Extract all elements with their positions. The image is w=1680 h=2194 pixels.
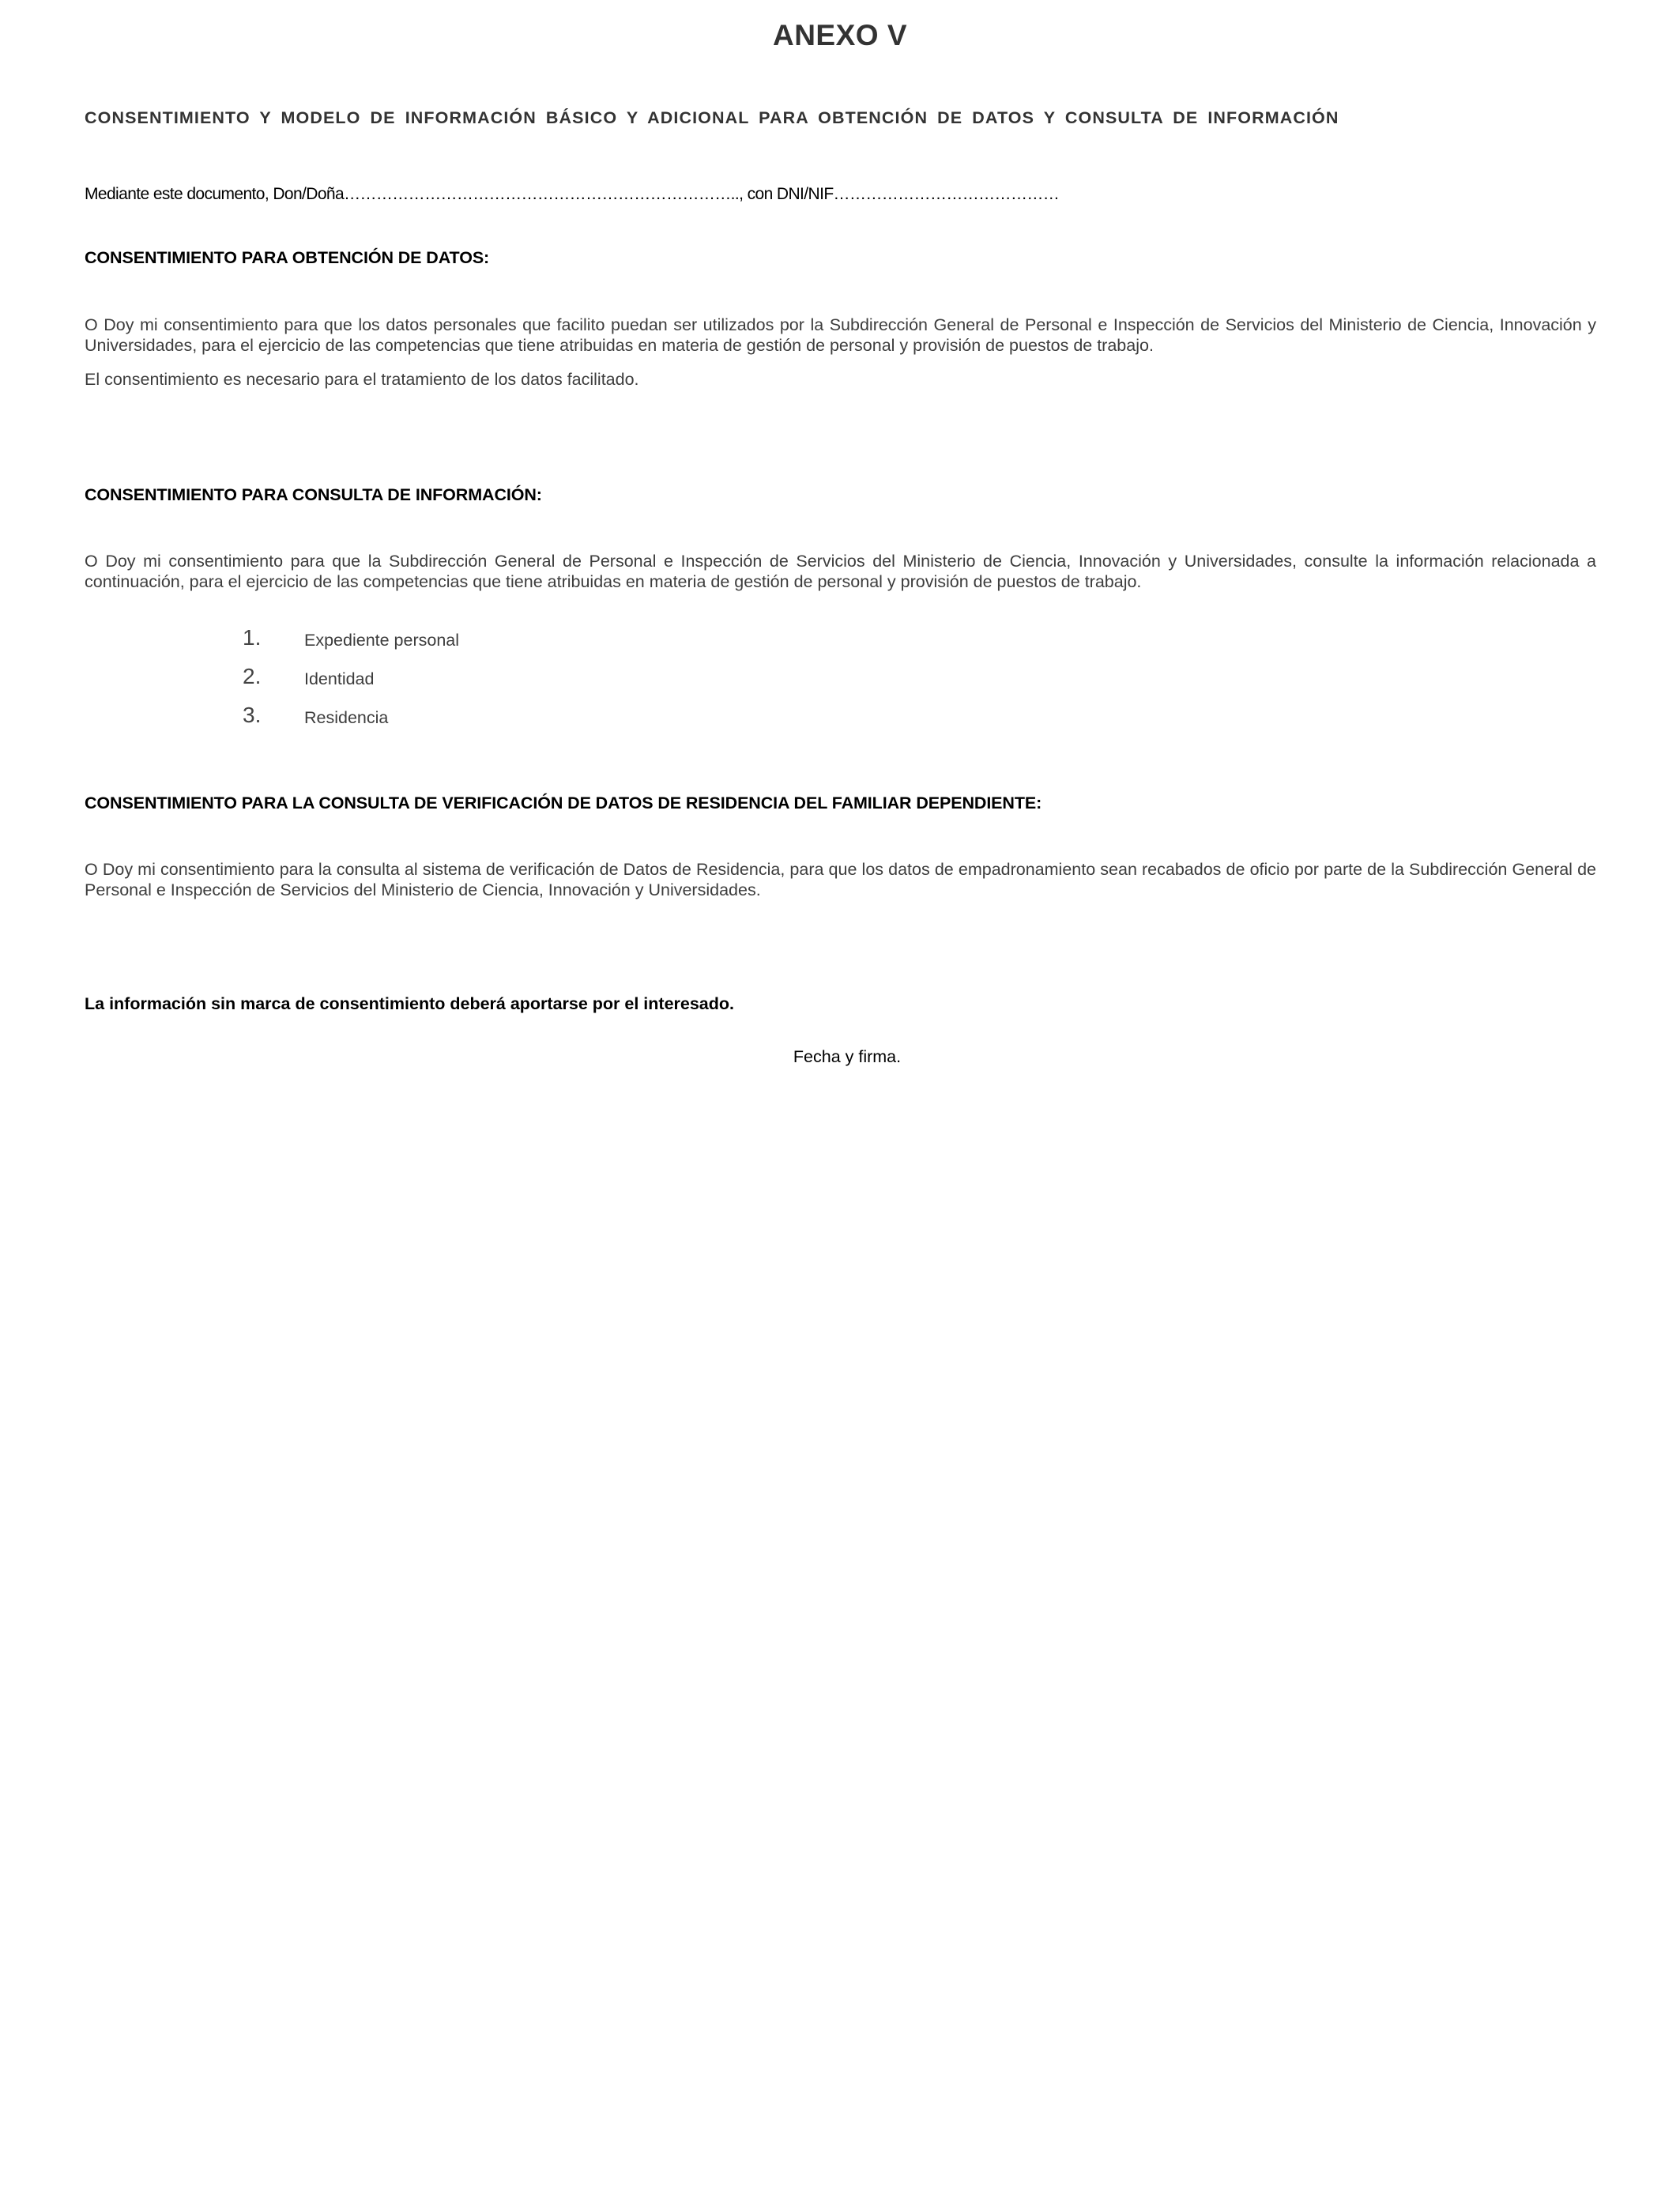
section-residencia-paragraph: O Doy mi consentimiento para la consulta al sistema de verificación de Datos de Residencia, para que los datos de empadronamiento sean recabados de oficio por parte de la Subdirección General de Personal e Inspección de Servicios del Ministerio de Ciencia, Innovación y Universidades. [85,860,1596,899]
section-obtencion-note: El consentimiento es necesario para el tratamiento de los datos facilitado. [85,370,639,389]
consulta-items-list [243,625,875,741]
list-item-number: 2. [243,664,262,688]
list-item-number: 1. [243,625,262,650]
section-consulta-heading: CONSENTIMIENTO PARA CONSULTA DE INFORMACIÓN: [85,485,542,504]
list-item-label: Residencia [304,708,389,727]
intro-line: Mediante este documento, Don/Doña……………………………………………………………….., con DNI/NIF…………………………………… [85,185,1060,203]
list-item [243,664,875,703]
section-residencia-heading: CONSENTIMIENTO PARA LA CONSULTA DE VERIFICACIÓN DE DATOS DE RESIDENCIA DEL FAMILIAR DEPENDIENTE: [85,794,1042,812]
list-item-label: Expediente personal [304,631,460,650]
list-item-label: Identidad [304,669,375,688]
section-obtencion-paragraph: O Doy mi consentimiento para que los datos personales que facilito puedan ser utilizados por la Subdirección General de Personal e Inspección de Servicios del Ministerio de Ciencia, Innovación y Universidades, para el ejercicio de las competencias que tiene atribuidas en materia de gestión de personal y provisión de puestos de trabajo. [85,315,1596,355]
document-heading: CONSENTIMIENTO Y MODELO DE INFORMACIÓN BÁSICO Y ADICIONAL PARA OBTENCIÓN DE DATOS Y CONSULTA DE INFORMACIÓN [85,108,1339,127]
signature-label: Fecha y firma. [793,1047,902,1066]
final-note: La información sin marca de consentimiento deberá aportarse por el interesado. [85,994,735,1013]
list-item [243,703,875,741]
document-title: ANEXO V [772,19,908,51]
list-item-number: 3. [243,703,262,727]
section-obtencion-heading: CONSENTIMIENTO PARA OBTENCIÓN DE DATOS: [85,248,490,267]
list-item [243,625,875,664]
section-consulta-paragraph: O Doy mi consentimiento para que la Subdirección General de Personal e Inspección de Servicios del Ministerio de Ciencia, Innovación y Universidades, consulte la información relacionada a continuación, para el ejercicio de las competencias que tiene atribuidas en materia de gestión de personal y provisión de puestos de trabajo. [85,552,1596,591]
